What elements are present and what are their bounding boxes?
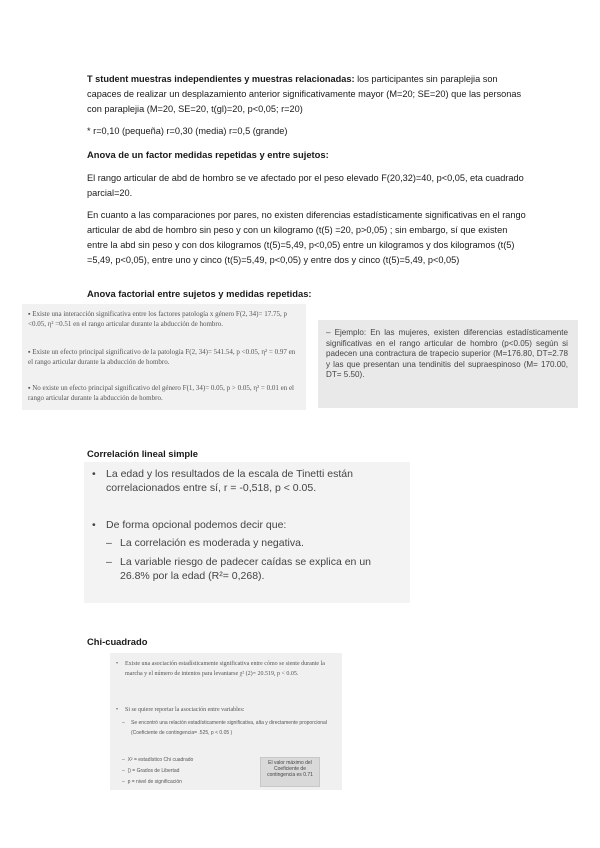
anova-left-bullet-1: ▪ Existe una interacción significativa entre los factores patología x género F(2, 34)= 17.75, p <0.05, η² =0.51 en el rango articular durante la abducción de hombro. (28, 310, 287, 328)
dash-mark: – (122, 768, 128, 774)
bullet-mark: • (92, 468, 96, 480)
t-student-body: los participantes sin paraplejia son capaces de realizar un desplazamiento anterior significativamente mayor (M=20; SE=20) que las personas con paraplejia (M=20, SE=20, t(gl)=20, p<0,05; r=20) (87, 74, 522, 114)
bullet-mark: • (92, 519, 96, 531)
chi-legend-2: – () = Grados de Libertad (122, 768, 180, 774)
chi-bullet-2: • Si se quiere reportar la asociación entre variables: (116, 707, 245, 713)
bullet-mark: • (116, 661, 119, 667)
anova-factorial-right-panel (318, 320, 578, 408)
bullet-mark: ▪ (28, 310, 33, 318)
corr-sub-2: – La variable riesgo de padecer caídas se explica en un 26.8% por la edad (R²= 0,268). (106, 556, 371, 582)
t-student-title: T student muestras independientes y muestras relacionadas: (87, 74, 355, 84)
anova-mixed-para1: El rango articular de abd de hombro se ve afectado por el peso elevado F(20,32)=40, p<0,05, eta cuadrado parcial=20. (87, 173, 524, 198)
bullet-mark: • (116, 707, 119, 713)
anova-mixed-title: Anova de un factor medidas repetidas y entre sujetos: (87, 149, 329, 160)
chi-bullet-1: • Existe una asociación estadísticamente significativa entre cómo se siente durante la marcha y el número de intentos para levantarse χ² (2)= 20.519, p < 0.05. (116, 661, 325, 677)
anova-left-bullet-2: ▪ Existe un efecto principal significativo de la patología F(2, 34)= 541.54, p <0.05, η² = 0.97 en el rango articular durante la abducción de hombro. (28, 348, 296, 366)
chi-note-box (260, 757, 320, 787)
corr-bullet-1: • La edad y los resultados de la escala de Tinetti están correlacionados entre sí, r = -0,518, p < 0.05. (92, 468, 353, 494)
correlacion-title: Correlación lineal simple (87, 448, 198, 459)
bullet-mark: ▪ (28, 384, 33, 392)
anova-factorial-left-panel (22, 304, 306, 410)
chi-sub-1: – Se encontró una relación estadísticamente significativa, alta y directamente proporcional (Coeficiente de contingencia= .525, p < 0.05 ) (122, 720, 327, 736)
chi-panel (110, 653, 342, 790)
chi-title: Chi-cuadrado (87, 636, 148, 647)
anova-right-text: – Ejemplo: En las mujeres, existen diferencias estadísticamente significativas en el rango articular de hombro (p<0.05) según si padecen una contractura de trapecio superior (M=176.80, DT=2.78 y las que presentan una tendinitis del supraespinoso (M= 170.00, DT= 5.50). (326, 328, 568, 379)
dash-mark: – (122, 779, 128, 785)
dash-mark: – (122, 720, 125, 726)
dash-mark: – (106, 537, 112, 549)
bullet-mark: ▪ (28, 348, 33, 356)
chi-legend-3: – p = nivel de significación (122, 779, 182, 785)
anova-left-bullet-3: ▪ No existe un efecto principal significativo del género F(1, 34)= 0.05, p > 0.05, η² = 0.01 en el rango articular durante la abducción de hombro. (28, 384, 294, 402)
dash-mark: – (106, 556, 112, 568)
correlacion-panel (84, 462, 410, 603)
corr-sub-1: – La correlación es moderada y negativa. (106, 537, 304, 549)
anova-mixed-para2: En cuanto a las comparaciones por pares, no existen diferencias estadísticamente significativas en el rango articular de abd de hombro sin peso y con un kilogramo (t(5) =20, p>0,05) ; sin embargo, sí que existen entre la abd sin peso y con dos kilogramos (t(5)=5,49, p<0,05) entre un kilogramos y dos kilogramos (t(5) =5,49, p<0,05), entre uno y cinco (t(5)=5,49, p<0,05) y entre dos y cinco (t(5)=5,49, p<0,05) (87, 210, 526, 265)
t-student-paragraph (87, 72, 527, 117)
chi-legend-1: – X² = estadístico Chi cuadrado (122, 757, 194, 763)
chi-note-text: El valor máximo del Coeficiente de contingencia es 0.71 (267, 760, 313, 779)
dash-mark: – (122, 757, 128, 763)
corr-bullet-2: • De forma opcional podemos decir que: (92, 519, 287, 531)
effect-sizes-line: * r=0,10 (pequeña) r=0,30 (media) r=0,5 (grande) (87, 126, 288, 136)
anova-factorial-title: Anova factorial entre sujetos y medidas repetidas: (87, 288, 312, 299)
